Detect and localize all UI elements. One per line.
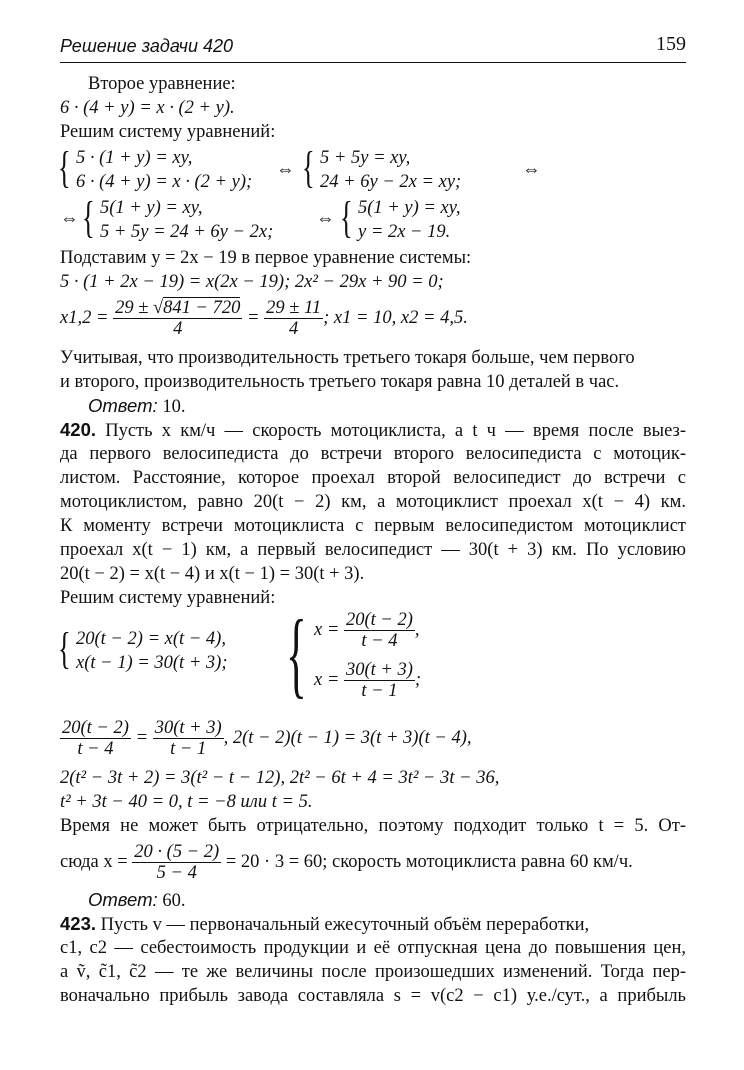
paragraph-line: c1, c2 — себестоимость продукции и её отпускная цена до повышения цен,	[60, 938, 686, 958]
roots-equation: x1,2 = $\frac{29 \pm √841 - 720}{4}$ = $\frac{29 \pm 11}{4}$ ; x1 = 10, x2 = 4,5.	[60, 298, 468, 340]
paragraph-line: проехал x(t − 1) км, а первый велосипедист — 30(t + 3) км. По условию	[60, 540, 686, 560]
system-row: 20(t − 2) = x(t − 4),	[76, 629, 226, 649]
left-brace: {	[58, 624, 71, 673]
equivalence-symbol: ⇔	[276, 160, 295, 180]
system-row: 24 + 6y − 2x = xy;	[320, 172, 462, 192]
equation: $\frac{20(t - 2)}{t - 4}$ = $\frac{30(t + 3)}{t - 1}$ , 2(t − 2)(t − 1) = 3(t + 3)(t − 4),	[62, 718, 472, 760]
system-row: 5 · (1 + y) = xy,	[76, 148, 193, 168]
system-row: x = $\frac{30(t + 3)}{t - 1}$ ;	[314, 660, 422, 702]
paragraph-line: К моменту встречи мотоциклиста с первым велосипедистом мотоциклист	[60, 516, 686, 536]
paragraph-line: 420. Пусть x км/ч — скорость мотоциклиста, а t ч — время после выез-	[60, 419, 686, 441]
left-brace: {	[286, 600, 307, 707]
text-line: Решим систему уравнений:	[60, 122, 276, 142]
equation: 2(t² − 3t + 2) = 3(t² − t − 12), 2t² − 6t + 4 = 3t² − 3t − 36,	[60, 768, 500, 788]
paragraph-line: да первого велосипедиста до встречи второго велосипедиста с мотоцик-	[60, 444, 686, 464]
system-row: 5 + 5y = xy,	[320, 148, 411, 168]
answer-value: 60.	[162, 891, 186, 911]
equivalence-symbol: ⇔	[522, 160, 541, 180]
text-line: Второе уравнение:	[88, 74, 236, 94]
paragraph-line: Учитывая, что производительность третьего токаря больше, чем первого	[60, 348, 635, 368]
left-brace: {	[340, 193, 353, 242]
fraction: $\frac{20 \cdot (5 - 2)}{5 - 4}$	[134, 842, 220, 884]
text-line: Решим систему уравнений:	[60, 588, 276, 608]
left-brace: {	[302, 143, 315, 192]
problem-number: 420.	[60, 419, 97, 440]
fraction: $\frac{29 \pm √841 - 720}{4}$	[115, 298, 241, 340]
paragraph-line: 423. Пусть v — первоначальный ежесуточный объём переработки,	[60, 913, 590, 935]
answer	[88, 394, 185, 419]
roots-lhs: x1,2 =	[60, 308, 109, 328]
page-number: 159	[656, 33, 686, 55]
running-head: Решение задачи 420	[60, 36, 233, 56]
answer-label: Ответ:	[88, 889, 158, 910]
fraction: $\frac{29 \pm 11}{4}$	[266, 298, 322, 340]
header-rule	[60, 62, 686, 63]
system-row: 5(1 + y) = xy,	[358, 198, 461, 218]
paragraph-line: сюда x = $\frac{20 \cdot (5 - 2)}{5 - 4}$ = 20 · 3 = 60; скорость мотоциклиста равна 60 км/ч.	[60, 842, 633, 884]
answer-value: 10.	[162, 397, 186, 417]
paragraph-line: мотоциклистом, равно 20(t − 2) км, а мотоциклист проехал x(t − 4) км.	[60, 492, 686, 512]
equivalence-symbol: ⇔	[60, 209, 79, 229]
fraction: $\frac{20(t - 2)}{t - 4}$	[345, 610, 413, 652]
left-brace: {	[82, 193, 95, 242]
system-row: y = 2x − 19.	[358, 222, 451, 242]
paragraph-line: а ṽ, c̃1, c̃2 — те же величины после произошедших изменений. Тогда пер-	[60, 962, 686, 982]
system-row: 6 · (4 + y) = x · (2 + y);	[76, 172, 253, 192]
equation: 5 · (1 + 2x − 19) = x(2x − 19); 2x² − 29x + 90 = 0;	[60, 272, 444, 292]
fraction: $\frac{20(t - 2)}{t - 4}$	[62, 718, 129, 760]
system-row: 5 + 5y = 24 + 6y − 2x;	[100, 222, 274, 242]
fraction: $\frac{30(t + 3)}{t - 1}$	[345, 660, 413, 702]
paragraph-line: 20(t − 2) = x(t − 4) и x(t − 1) = 30(t + 3).	[60, 564, 365, 584]
left-brace: {	[58, 143, 71, 192]
system-row: x = $\frac{20(t - 2)}{t - 4}$ ,	[314, 610, 420, 652]
equivalence-symbol: ⇔	[316, 209, 335, 229]
system-row: 5(1 + y) = xy,	[100, 198, 203, 218]
paragraph-line: листом. Расстояние, которое проехал второй велосипедист до встречи с	[60, 468, 686, 488]
paragraph-line: воначально прибыль завода составляла s = v(c2 − c1) у.е./сут., а прибыль	[60, 986, 686, 1006]
equation: 6 · (4 + y) = x · (2 + y).	[60, 98, 235, 118]
problem-number: 423.	[60, 913, 97, 934]
answer	[88, 888, 185, 913]
answer-label: Ответ:	[88, 395, 158, 416]
fraction: $\frac{30(t + 3)}{t - 1}$	[154, 718, 222, 760]
text-line: Подставим y = 2x − 19 в первое уравнение системы:	[60, 248, 472, 268]
paragraph-line: и второго, производительность третьего токаря равна 10 деталей в час.	[60, 372, 620, 392]
equation: t² + 3t − 40 = 0, t = −8 или t = 5.	[60, 792, 313, 812]
paragraph-line: Время не может быть отрицательно, поэтому подходит только t = 5. От-	[60, 816, 686, 836]
system-row: x(t − 1) = 30(t + 3);	[76, 653, 228, 673]
